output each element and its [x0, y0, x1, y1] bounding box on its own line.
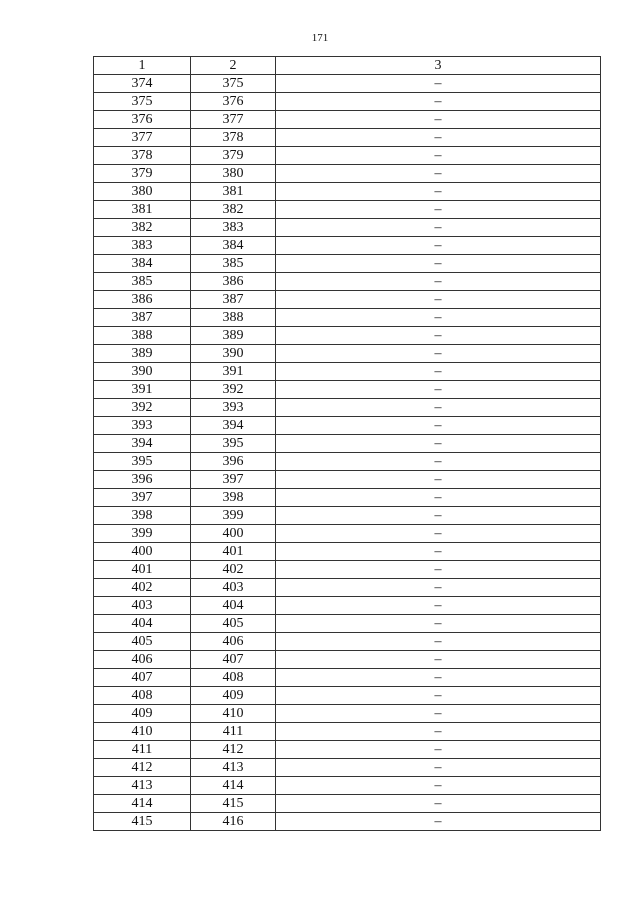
table-cell-col-3: –	[276, 507, 601, 525]
table-cell-col-2: 390	[191, 345, 276, 363]
table-row	[94, 813, 601, 831]
table-row	[94, 687, 601, 705]
table-cell-col-3: –	[276, 417, 601, 435]
table-cell-col-3: –	[276, 201, 601, 219]
table-cell-col-1: 376	[94, 111, 191, 129]
table-cell-col-2: 387	[191, 291, 276, 309]
table-row	[94, 705, 601, 723]
table-cell-col-2: 379	[191, 147, 276, 165]
table-cell-col-2: 408	[191, 669, 276, 687]
table-cell-col-1: 381	[94, 201, 191, 219]
table-cell-col-2: 415	[191, 795, 276, 813]
table-cell-col-3: –	[276, 795, 601, 813]
data-table	[93, 56, 601, 831]
table-cell-col-2: 416	[191, 813, 276, 831]
table-cell-col-3: –	[276, 219, 601, 237]
table-cell-col-1: 395	[94, 453, 191, 471]
page-number: 171	[311, 32, 329, 44]
table-cell-col-2: 401	[191, 543, 276, 561]
table-row	[94, 669, 601, 687]
table-cell-col-3: –	[276, 741, 601, 759]
table-cell-col-1: 404	[94, 615, 191, 633]
table-cell-col-1: 394	[94, 435, 191, 453]
table-cell-col-2: 381	[191, 183, 276, 201]
table-cell-col-3: –	[276, 363, 601, 381]
table-row	[94, 309, 601, 327]
table-cell-col-3: –	[276, 777, 601, 795]
table-cell-col-1: 385	[94, 273, 191, 291]
table-cell-col-2: 403	[191, 579, 276, 597]
table-cell-col-2: 407	[191, 651, 276, 669]
table-cell-col-2: 409	[191, 687, 276, 705]
table-row	[94, 489, 601, 507]
table-row	[94, 777, 601, 795]
column-header-1: 1	[94, 57, 191, 75]
table-cell-col-3: –	[276, 309, 601, 327]
table-cell-col-3: –	[276, 579, 601, 597]
table-header-row	[94, 57, 601, 75]
table-cell-col-3: –	[276, 633, 601, 651]
table-cell-col-2: 384	[191, 237, 276, 255]
table-cell-col-2: 406	[191, 633, 276, 651]
table-cell-col-1: 397	[94, 489, 191, 507]
table-cell-col-1: 375	[94, 93, 191, 111]
table-cell-col-2: 392	[191, 381, 276, 399]
table-cell-col-1: 400	[94, 543, 191, 561]
table-cell-col-1: 386	[94, 291, 191, 309]
table-row	[94, 723, 601, 741]
table-cell-col-1: 388	[94, 327, 191, 345]
table-body	[94, 75, 601, 831]
table-cell-col-2: 399	[191, 507, 276, 525]
table-row	[94, 417, 601, 435]
table-cell-col-2: 376	[191, 93, 276, 111]
table-cell-col-1: 377	[94, 129, 191, 147]
table-cell-col-3: –	[276, 75, 601, 93]
table-cell-col-1: 403	[94, 597, 191, 615]
table-cell-col-2: 396	[191, 453, 276, 471]
table-cell-col-2: 400	[191, 525, 276, 543]
table-cell-col-3: –	[276, 489, 601, 507]
table-cell-col-2: 391	[191, 363, 276, 381]
table-cell-col-2: 414	[191, 777, 276, 795]
table-cell-col-1: 398	[94, 507, 191, 525]
table-cell-col-3: –	[276, 399, 601, 417]
table-row	[94, 183, 601, 201]
table-cell-col-2: 377	[191, 111, 276, 129]
table-cell-col-3: –	[276, 111, 601, 129]
table-cell-col-3: –	[276, 93, 601, 111]
table-cell-col-3: –	[276, 273, 601, 291]
table-cell-col-3: –	[276, 435, 601, 453]
table-cell-col-1: 414	[94, 795, 191, 813]
table-cell-col-1: 411	[94, 741, 191, 759]
table-cell-col-1: 409	[94, 705, 191, 723]
table-row	[94, 75, 601, 93]
table-row	[94, 651, 601, 669]
table-cell-col-2: 380	[191, 165, 276, 183]
table-cell-col-1: 382	[94, 219, 191, 237]
table-row	[94, 507, 601, 525]
table-cell-col-1: 384	[94, 255, 191, 273]
table-row	[94, 597, 601, 615]
table-row	[94, 345, 601, 363]
table-cell-col-1: 392	[94, 399, 191, 417]
table-cell-col-3: –	[276, 561, 601, 579]
table-cell-col-3: –	[276, 759, 601, 777]
table-cell-col-3: –	[276, 147, 601, 165]
table-row	[94, 543, 601, 561]
table-row	[94, 741, 601, 759]
table-cell-col-3: –	[276, 543, 601, 561]
table-cell-col-3: –	[276, 183, 601, 201]
table-row	[94, 795, 601, 813]
table-cell-col-2: 389	[191, 327, 276, 345]
table-cell-col-1: 415	[94, 813, 191, 831]
table-cell-col-1: 391	[94, 381, 191, 399]
table-cell-col-2: 413	[191, 759, 276, 777]
table-cell-col-3: –	[276, 651, 601, 669]
table-cell-col-3: –	[276, 597, 601, 615]
table-cell-col-2: 397	[191, 471, 276, 489]
table-cell-col-1: 374	[94, 75, 191, 93]
table-cell-col-2: 382	[191, 201, 276, 219]
table-row	[94, 129, 601, 147]
table-cell-col-1: 408	[94, 687, 191, 705]
table-cell-col-2: 402	[191, 561, 276, 579]
table-cell-col-2: 375	[191, 75, 276, 93]
table-cell-col-3: –	[276, 723, 601, 741]
table-row	[94, 165, 601, 183]
table-cell-col-3: –	[276, 687, 601, 705]
table-row	[94, 399, 601, 417]
table-row	[94, 93, 601, 111]
table-row	[94, 759, 601, 777]
table-row	[94, 255, 601, 273]
table-cell-col-3: –	[276, 453, 601, 471]
table-cell-col-1: 413	[94, 777, 191, 795]
table-cell-col-2: 378	[191, 129, 276, 147]
table-cell-col-2: 395	[191, 435, 276, 453]
table-cell-col-3: –	[276, 129, 601, 147]
table-cell-col-2: 388	[191, 309, 276, 327]
table-cell-col-2: 393	[191, 399, 276, 417]
table-cell-col-1: 401	[94, 561, 191, 579]
table-cell-col-1: 387	[94, 309, 191, 327]
table-cell-col-3: –	[276, 237, 601, 255]
table-row	[94, 111, 601, 129]
table-cell-col-1: 410	[94, 723, 191, 741]
table-row	[94, 633, 601, 651]
table-cell-col-1: 405	[94, 633, 191, 651]
table-cell-col-2: 398	[191, 489, 276, 507]
table-row	[94, 579, 601, 597]
column-header-2: 2	[191, 57, 276, 75]
table-cell-col-2: 385	[191, 255, 276, 273]
table-cell-col-2: 404	[191, 597, 276, 615]
table-cell-col-3: –	[276, 327, 601, 345]
table-cell-col-1: 389	[94, 345, 191, 363]
table-cell-col-1: 390	[94, 363, 191, 381]
table-cell-col-1: 379	[94, 165, 191, 183]
table-row	[94, 453, 601, 471]
table-cell-col-1: 396	[94, 471, 191, 489]
table-cell-col-1: 393	[94, 417, 191, 435]
table-row	[94, 525, 601, 543]
table-row	[94, 363, 601, 381]
table-cell-col-3: –	[276, 615, 601, 633]
table-cell-col-3: –	[276, 813, 601, 831]
table-cell-col-3: –	[276, 165, 601, 183]
table-row	[94, 201, 601, 219]
table-cell-col-2: 411	[191, 723, 276, 741]
table-cell-col-3: –	[276, 669, 601, 687]
table-cell-col-1: 402	[94, 579, 191, 597]
table-cell-col-3: –	[276, 705, 601, 723]
table-row	[94, 615, 601, 633]
table-cell-col-3: –	[276, 255, 601, 273]
table-row	[94, 471, 601, 489]
table-cell-col-2: 412	[191, 741, 276, 759]
table-cell-col-1: 383	[94, 237, 191, 255]
table-row	[94, 561, 601, 579]
table-cell-col-2: 405	[191, 615, 276, 633]
column-header-3: 3	[276, 57, 601, 75]
table-cell-col-1: 399	[94, 525, 191, 543]
table-cell-col-1: 378	[94, 147, 191, 165]
table-cell-col-3: –	[276, 345, 601, 363]
table-cell-col-3: –	[276, 291, 601, 309]
table-cell-col-1: 412	[94, 759, 191, 777]
table-row	[94, 237, 601, 255]
table-cell-col-2: 386	[191, 273, 276, 291]
table-row	[94, 291, 601, 309]
table-cell-col-1: 407	[94, 669, 191, 687]
table-cell-col-3: –	[276, 525, 601, 543]
table-cell-col-3: –	[276, 471, 601, 489]
table-row	[94, 219, 601, 237]
table-row	[94, 147, 601, 165]
table-cell-col-1: 380	[94, 183, 191, 201]
table-cell-col-2: 394	[191, 417, 276, 435]
table-cell-col-1: 406	[94, 651, 191, 669]
table-cell-col-2: 383	[191, 219, 276, 237]
table-row	[94, 381, 601, 399]
table-cell-col-3: –	[276, 381, 601, 399]
table-row	[94, 327, 601, 345]
table-row	[94, 435, 601, 453]
table-cell-col-2: 410	[191, 705, 276, 723]
table-row	[94, 273, 601, 291]
